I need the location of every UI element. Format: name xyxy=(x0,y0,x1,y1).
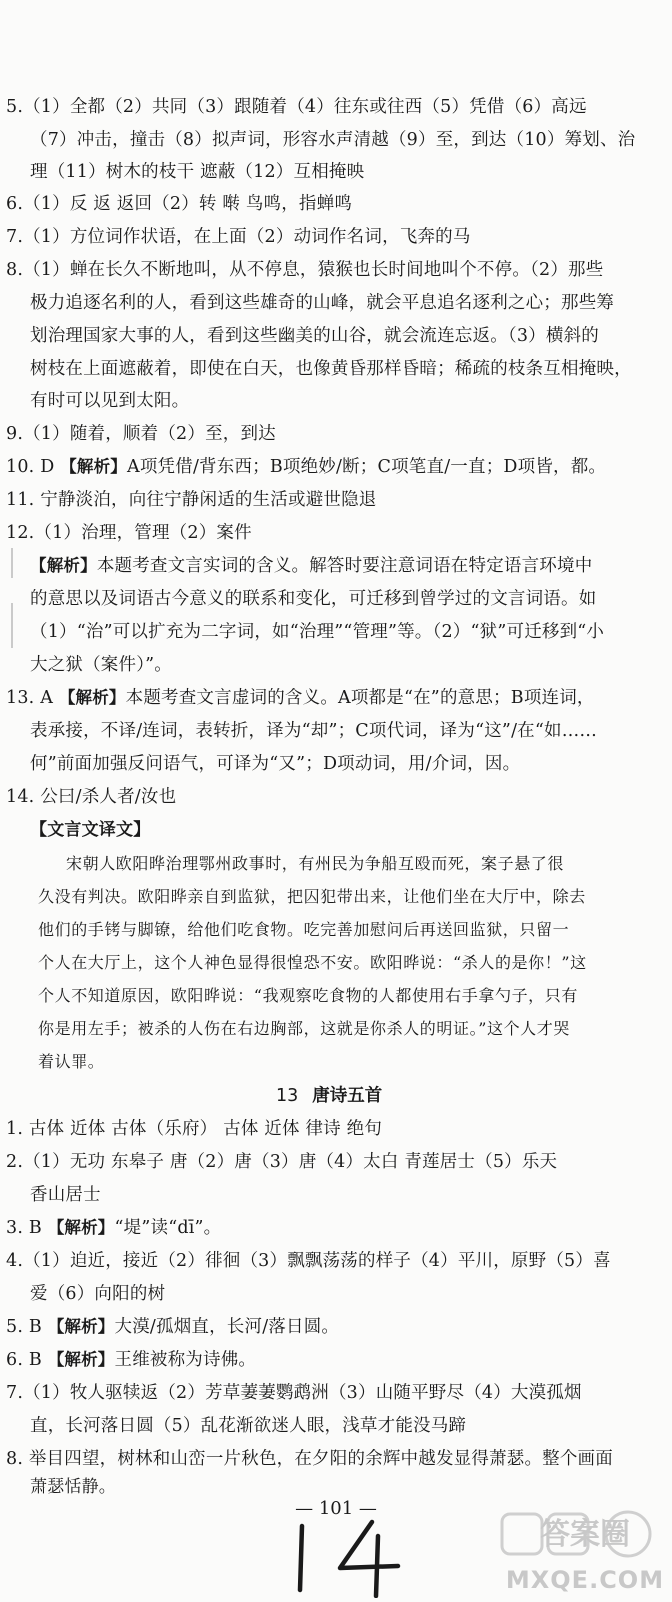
analysis-text: 本题考查文言虚词的含义。A项都是“在”的意思；B项连词， xyxy=(125,688,595,708)
answer-q10 xyxy=(6,456,606,478)
analysis-line: 表承接，不译/连词，表转折，译为“却”；C项代词，译为“这”/在“如…… xyxy=(30,721,598,741)
analysis-line: 大之狱（案件）”。 xyxy=(30,655,172,675)
answer-line: 1. 古体 近体 古体（乐府） 古体 近体 律诗 绝句 xyxy=(6,1119,383,1139)
analysis-tag: 【解析】 xyxy=(47,1317,115,1336)
answer-number: 13. A xyxy=(6,688,54,708)
watermark-graphic xyxy=(500,1510,670,1598)
watermark-url: MXQE.COM xyxy=(505,1566,665,1594)
handwritten-number xyxy=(280,1508,420,1598)
translation-line: 他们的手铐与脚镣，给他们吃食物。吃完善加慰问后再送回监狱，只留一 xyxy=(38,920,570,939)
section-number: 13 xyxy=(276,1086,299,1106)
answer-line: 直，长河落日圆（5）乱花渐欲迷人眼，浅草才能没马蹄 xyxy=(30,1416,467,1436)
answer-q13 xyxy=(6,687,595,709)
analysis-tag: 【解析】 xyxy=(60,457,128,476)
analysis-tag: 【解析】 xyxy=(47,1350,115,1369)
answer-number: 5. B xyxy=(6,1317,42,1337)
answer-line: 萧瑟恬静。 xyxy=(30,1477,116,1497)
scan-margin-mark xyxy=(8,548,16,648)
watermark-title: 答案圈 xyxy=(540,1517,630,1552)
answer-line: 有时可以见到太阳。 xyxy=(30,391,190,411)
analysis-line xyxy=(30,555,592,577)
translation-line: 久没有判决。欧阳晔亲自到监狱，把囚犯带出来，让他们坐在大厅中，除去 xyxy=(38,887,586,906)
answer-line: 香山居士 xyxy=(30,1185,101,1205)
answer-s3 xyxy=(6,1217,221,1239)
answer-line: 6.（1）反 返 返回（2）转 啭 鸟鸣，指蝉鸣 xyxy=(6,194,353,214)
analysis-text: 本题考查文言实词的含义。解答时要注意词语在特定语言环境中 xyxy=(96,556,593,576)
analysis-tag: 【解析】 xyxy=(30,556,97,575)
answer-s6 xyxy=(6,1349,256,1371)
answer-s5 xyxy=(6,1316,339,1338)
analysis-text: 王维被称为诗佛。 xyxy=(114,1350,257,1370)
answer-line: 7.（1）牧人驱犊返（2）芳草萋萋鹦鹉洲（3）山随平野尽（4）大漠孤烟 xyxy=(6,1383,582,1403)
analysis-line: 的意思以及词语古今意义的联系和变化，可迁移到曾学过的文言词语。如 xyxy=(30,589,597,609)
answer-line: 14. 公曰/杀人者/汝也 xyxy=(6,787,177,807)
answer-line: 极力追逐名利的人，看到这些雄奇的山峰，就会平息追名逐利之心；那些筹 xyxy=(30,293,615,313)
answer-number: 3. B xyxy=(6,1218,42,1238)
answer-line: 7.（1）方位词作状语，在上面（2）动词作名词，飞奔的马 xyxy=(6,227,471,247)
analysis-text: 大漠/孤烟直，长河/落日圆。 xyxy=(114,1317,340,1337)
answer-line: 12.（1）治理，管理（2）案件 xyxy=(6,523,252,543)
section-name: 唐诗五首 xyxy=(312,1086,383,1106)
translation-line: 着认罪。 xyxy=(38,1052,105,1071)
answer-line: 5.（1）全都（2）共同（3）跟随着（4）往东或往西（5）凭借（6）高远 xyxy=(6,97,587,117)
translation-line: 你是用左手；被杀的人伤在右边胸部，这就是你杀人的明证。”这个人才哭 xyxy=(38,1019,570,1038)
answer-line: 理（11）树木的枝干 遮蔽（12）互相掩映 xyxy=(30,162,365,182)
answer-line: （7）冲击，撞击（8）拟声词，形容水声清越（9）至，到达（10）筹划、治 xyxy=(30,130,636,150)
translation-heading: 【文言文译文】 xyxy=(30,820,151,840)
translation-line: 个人在大厅上，这个人神色显得很惶恐不安。欧阳晔说：“杀人的是你！”这 xyxy=(38,953,587,972)
analysis-text: “堤”读“dī”。 xyxy=(114,1218,222,1238)
page-number: — 101 — xyxy=(295,1498,377,1519)
answer-number: 6. B xyxy=(6,1350,42,1370)
answer-number: 10. D xyxy=(6,457,55,477)
analysis-line: （1）“治”可以扩充为二字词，如“治理”“管理”等。（2）“狱”可迁移到“小 xyxy=(30,622,605,642)
section-title xyxy=(276,1085,382,1107)
answer-line: 树枝在上面遮蔽着，即使在白天，也像黄昏那样昏暗；稀疏的枝条互相掩映， xyxy=(30,359,632,379)
answer-line: 爱（6）向阳的树 xyxy=(30,1284,166,1304)
answer-line: 9.（1）随着，顺着（2）至，到达 xyxy=(6,424,276,444)
analysis-tag: 【解析】 xyxy=(58,688,126,707)
analysis-tag: 【解析】 xyxy=(47,1218,115,1237)
answer-line: 11. 宁静淡泊，向往宁静闲适的生活或避世隐退 xyxy=(6,490,377,510)
answer-line: 8.（1）蝉在长久不断地叫，从不停息，猿猴也长时间地叫个不停。（2）那些 xyxy=(6,260,604,280)
answer-line: 划治理国家大事的人，看到这些幽美的山谷，就会流连忘返。（3）横斜的 xyxy=(30,326,599,346)
answer-line: 2.（1）无功 东皋子 唐（2）唐（3）唐（4）太白 青莲居士（5）乐天 xyxy=(6,1152,558,1172)
analysis-line: 何”前面加强反问语气，可译为“又”；D项动词，用/介词，因。 xyxy=(30,754,521,774)
translation-line: 宋朝人欧阳晔治理鄂州政事时，有州民为争船互殴而死，案子悬了很 xyxy=(66,854,565,873)
translation-line: 个人不知道原因，欧阳晔说：“我观察吃食物的人都使用右手拿勺子，只有 xyxy=(38,986,578,1005)
answer-line: 4.（1）迫近，接近（2）徘徊（3）飘飘荡荡的样子（4）平川，原野（5）喜 xyxy=(6,1251,611,1271)
analysis-text: A项凭借/背东西；B项绝妙/断；C项笔直/一直；D项皆，都。 xyxy=(127,457,607,477)
answer-line: 8. 举目四望，树林和山峦一片秋色，在夕阳的余辉中越发显得萧瑟。整个画面 xyxy=(6,1449,613,1469)
watermark-logo xyxy=(500,1510,670,1598)
